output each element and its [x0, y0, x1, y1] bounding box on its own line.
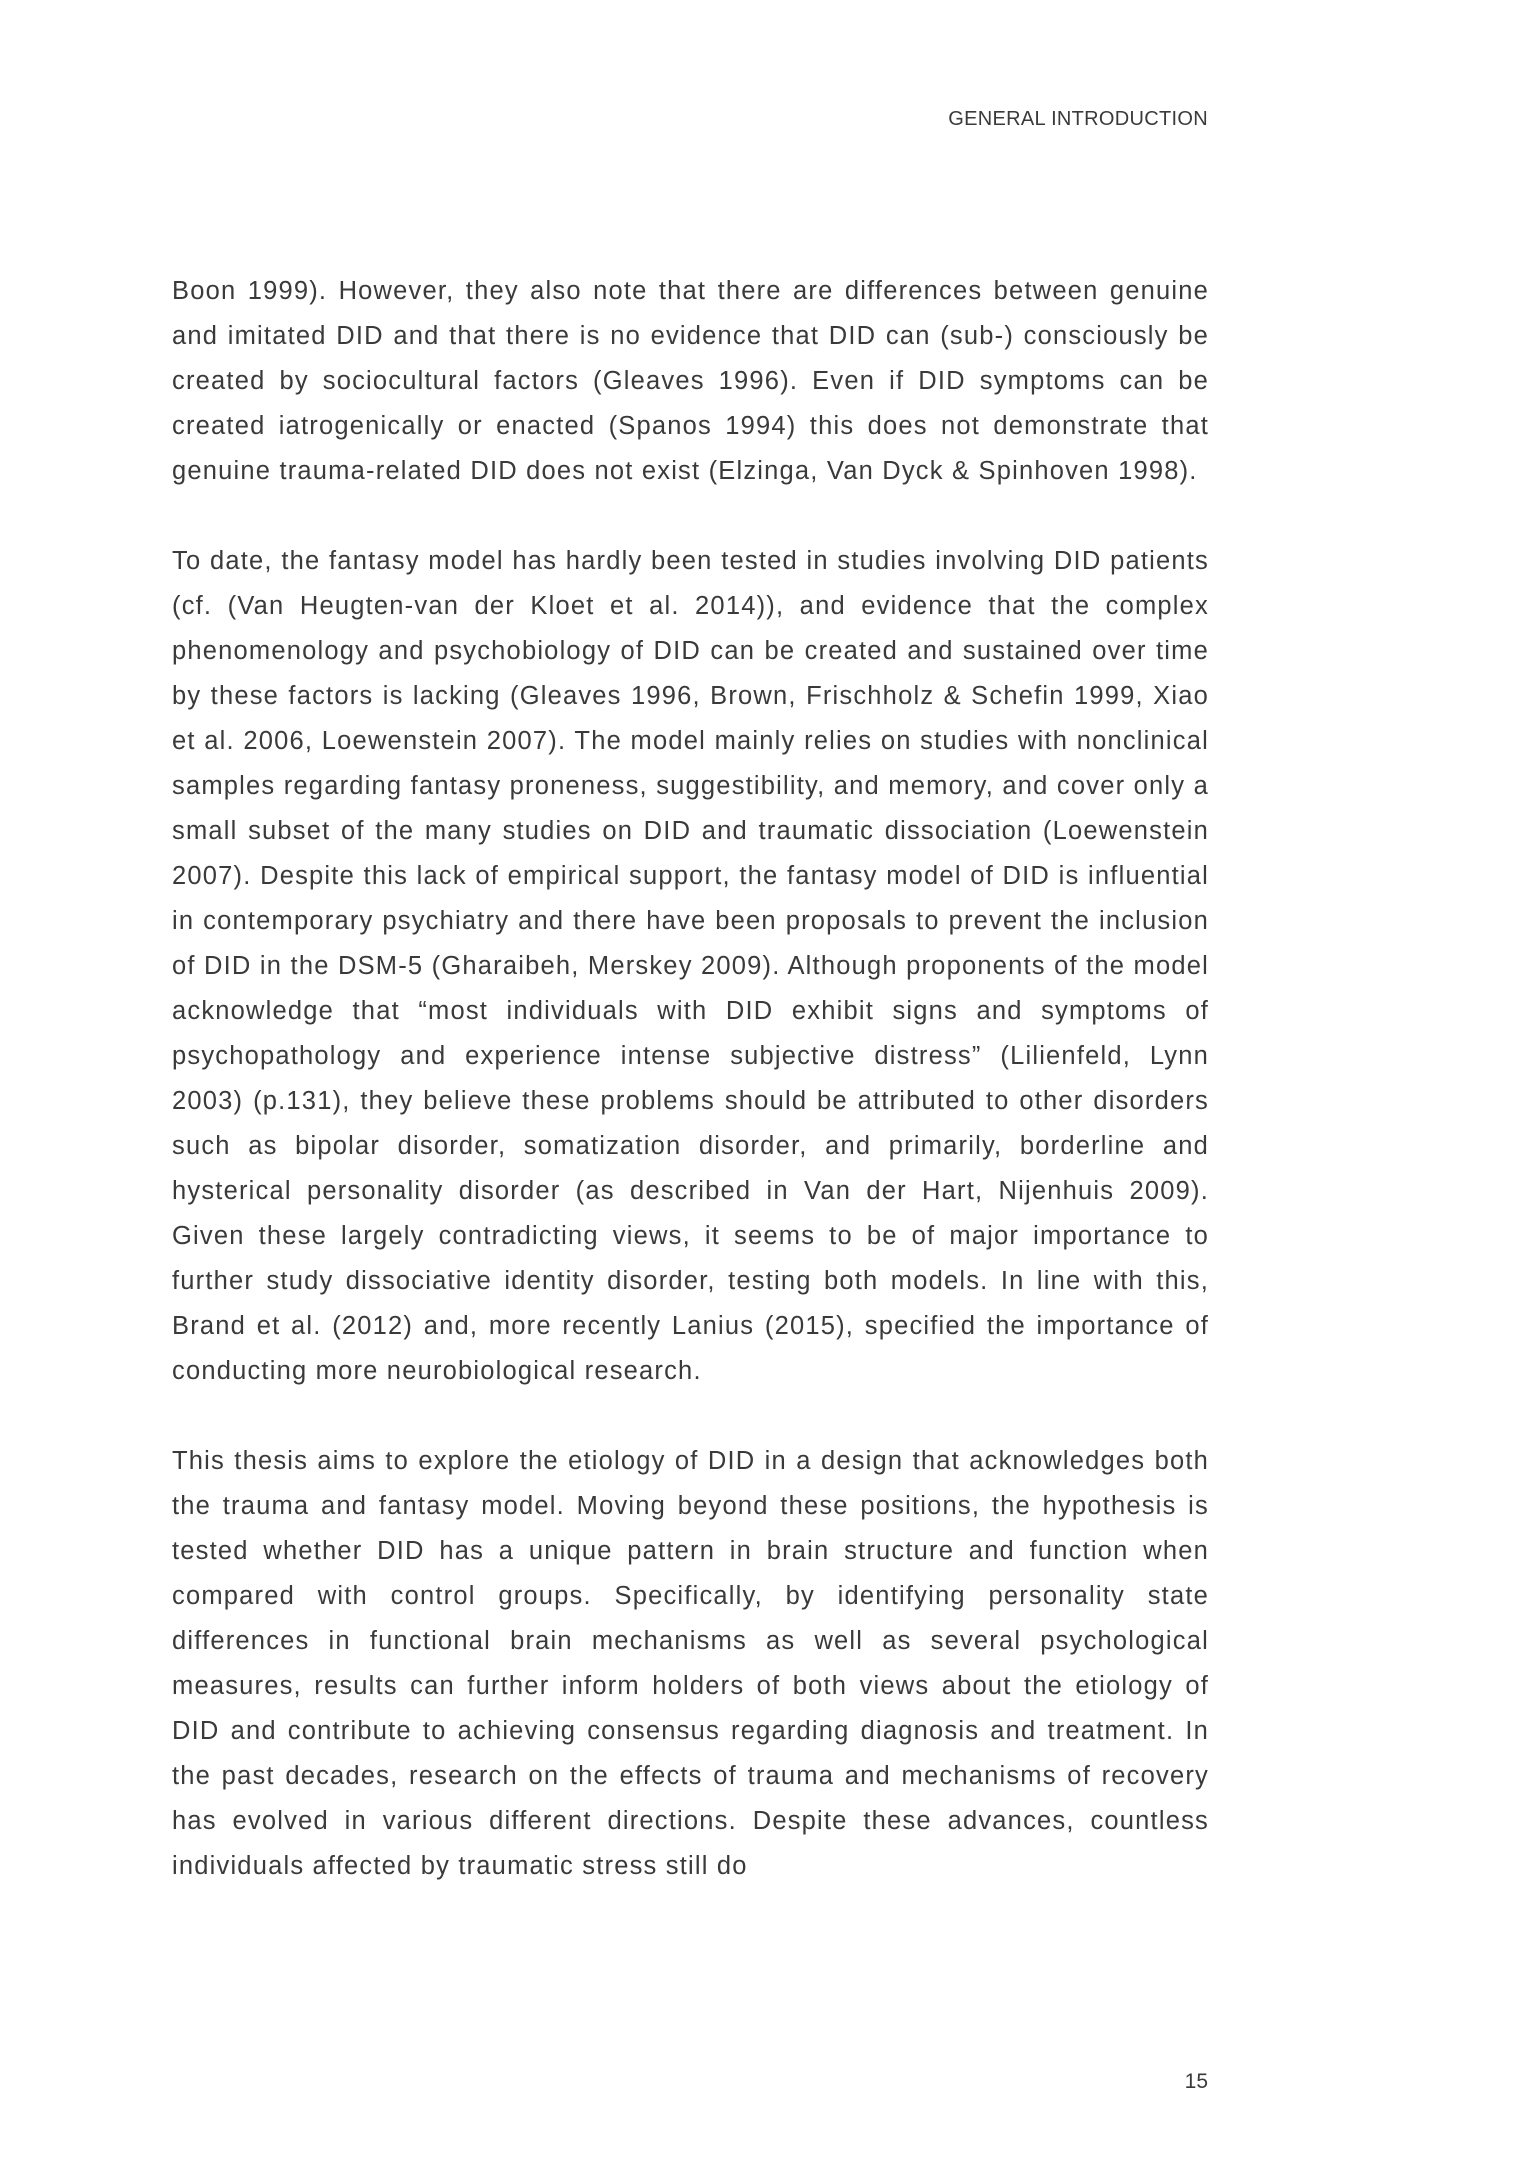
paragraph-1: Boon 1999). However, they also note that there are differences between genuine and imitated DID and that there is no evidence that DID can (sub-) consciously be created by sociocultural factors (Gleaves 1996). Even if DID symptoms can be created iatrogenically or enacted (Spanos 1994) this does not demonstrate that genuine trauma-related DID does not exist (Elzinga, Van Dyck & Spinhoven 1998). [172, 277, 1209, 485]
running-header: GENERAL INTRODUCTION [948, 108, 1208, 130]
paragraph-3: This thesis aims to explore the etiology of DID in a design that acknowledges both the trauma and fantasy model. Moving beyond these positions, the hypothesis is tested whether DID has a unique pattern in brain structure and function when compared with control groups. Specifically, by identifying personality state differences in functional brain mechanisms as well as several psychological measures, results can further inform holders of both views about the etiology of DID and contribute to achieving consensus regarding diagnosis and treatment. In the past decades, research on the effects of trauma and mechanisms of recovery has evolved in various different directions. Despite these advances, countless individuals affected by traumatic stress still do [172, 1447, 1209, 1880]
body-text [172, 269, 1209, 1889]
paragraph-2: To date, the fantasy model has hardly been tested in studies involving DID patients (cf. (Van Heugten-van der Kloet et al. 2014)), and evidence that the complex phenomenology and psychobiology of DID can be created and sustained over time by these factors is lacking (Gleaves 1996, Brown, Frischholz & Schefin 1999, Xiao et al. 2006, Loewenstein 2007). The model mainly relies on studies with nonclinical samples regarding fantasy proneness, suggestibility, and memory, and cover only a small subset of the many studies on DID and traumatic dissociation (Loewenstein 2007). Despite this lack of empirical support, the fantasy model of DID is influential in contemporary psychiatry and there have been proposals to prevent the inclusion of DID in the DSM-5 (Gharaibeh, Merskey 2009). Although proponents of the model acknowledge that “most individuals with DID exhibit signs and symptoms of psychopathology and experience intense subjective distress” (Lilienfeld, Lynn 2003) (p.131), they believe these problems should be attributed to other disorders such as bipolar disorder, somatization disorder, and primarily, borderline and hysterical personality disorder (as described in Van der Hart, Nijenhuis 2009). Given these largely contradicting views, it seems to be of major importance to further study dissociative identity disorder, testing both models. In line with this, Brand et al. (2012) and, more recently Lanius (2015), specified the importance of conducting more neurobiological research. [172, 547, 1209, 1385]
page-number: 15 [1184, 2070, 1208, 2093]
